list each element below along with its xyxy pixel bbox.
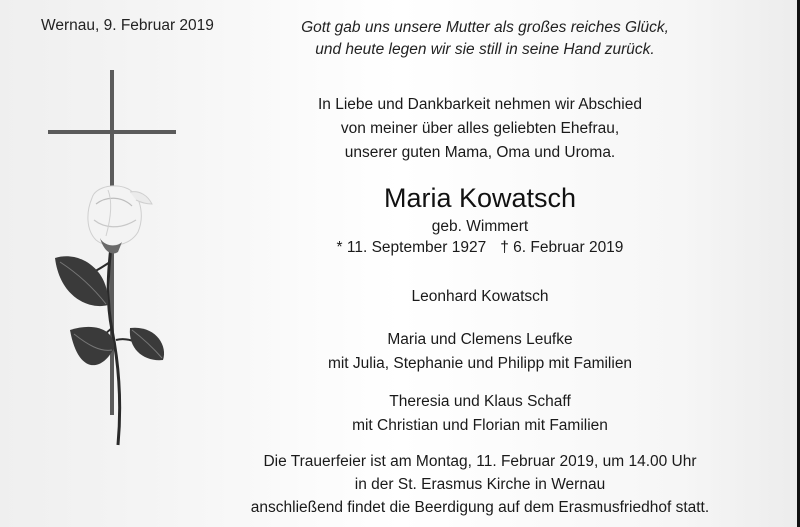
deceased-name: Maria Kowatsch <box>383 183 577 213</box>
mourner-group <box>220 390 740 438</box>
service-line: in der St. Erasmus Kirche in Wernau <box>354 476 606 493</box>
mourner-line: mit Christian und Florian mit Familien <box>352 417 608 434</box>
mourner-line: mit Julia, Stephanie und Philipp mit Familien <box>327 355 633 372</box>
intro-line: unserer guten Mama, Oma und Uroma. <box>344 144 616 161</box>
service-line: anschließend findet die Beerdigung auf dem Erasmusfriedhof statt. <box>250 499 710 516</box>
death-date: † 6. Februar 2019 <box>500 239 624 256</box>
rose-icon <box>55 186 164 445</box>
birth-date: * 11. September 1927 <box>336 239 487 256</box>
farewell-intro <box>220 93 740 165</box>
intro-line: von meiner über alles geliebten Ehefrau, <box>340 120 620 137</box>
motto-line: Gott gab uns unsere Mutter als großes reiches Glück, <box>301 19 669 36</box>
motto-line: und heute legen wir sie still in seine Hand zurück. <box>315 41 655 58</box>
mourner-line: Maria und Clemens Leufke <box>387 331 573 348</box>
birth-name: geb. Wimmert <box>431 218 529 235</box>
mourner-group <box>220 285 740 309</box>
mourner-line: Leonhard Kowatsch <box>411 288 549 305</box>
mourner-group <box>220 328 740 376</box>
mourner-line: Theresia und Klaus Schaff <box>389 393 571 410</box>
intro-line: In Liebe und Dankbarkeit nehmen wir Abschied <box>318 96 642 113</box>
funeral-service-info <box>170 450 790 519</box>
cross-icon <box>48 70 176 415</box>
place-and-date: Wernau, 9. Februar 2019 <box>41 17 214 34</box>
motto-verse <box>250 17 720 61</box>
life-dates <box>220 237 740 259</box>
service-line: Die Trauerfeier ist am Montag, 11. Februar 2019, um 14.00 Uhr <box>263 453 697 470</box>
